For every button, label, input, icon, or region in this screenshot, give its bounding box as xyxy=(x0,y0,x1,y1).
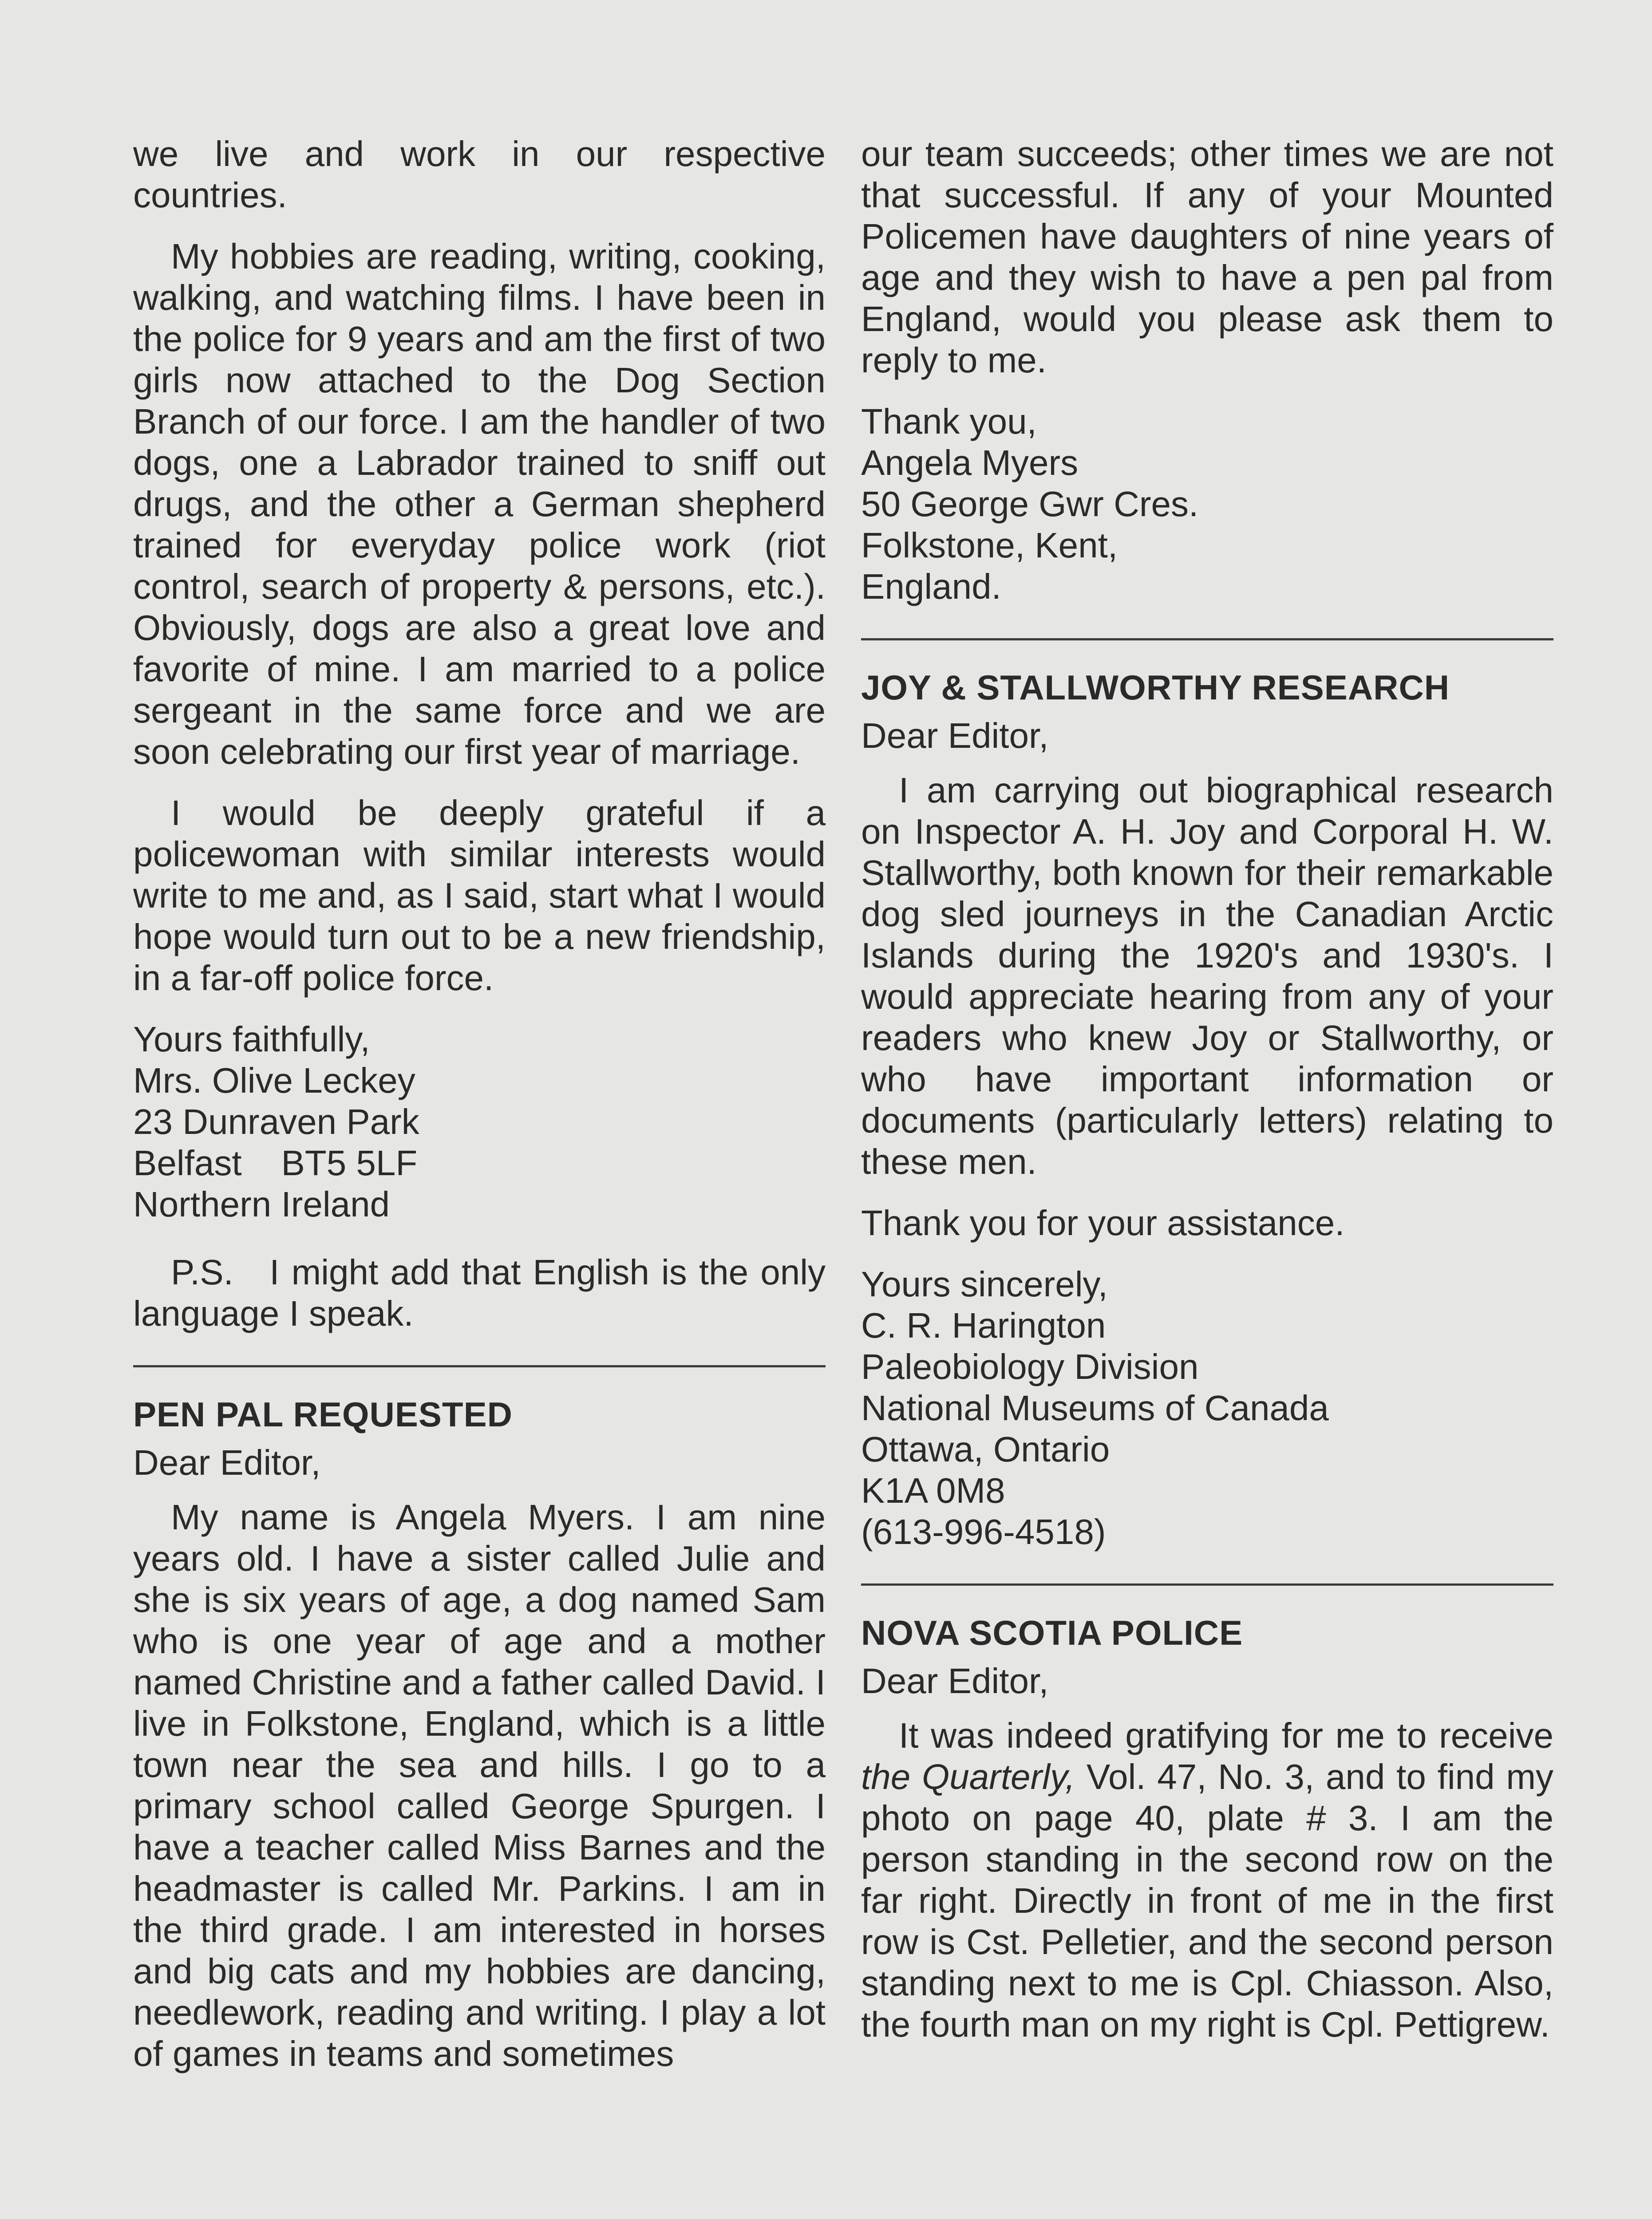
section-divider xyxy=(861,1583,1553,1586)
address-city: Belfast BT5 5LF xyxy=(133,1143,418,1183)
joy-body: I am carrying out biographical research on Inspector A. H. Joy and Corporal H. W. Stallworthy, both known for their remarkable dog sled journeys in the Canadian Arctic Islands during the 1920's and 1930's. I would appreciate hearing from any of your readers who knew Joy or Stallworthy, or who have important information or documents (particularly letters) relating to these men. xyxy=(861,770,1553,1181)
address-postal: K1A 0M8 xyxy=(861,1471,1005,1510)
intro-paragraph: we live and work in our respective countries. xyxy=(133,134,826,215)
leckey-signoff xyxy=(133,1019,826,1225)
right-column xyxy=(861,133,1553,2045)
address-town: Folkstone, Kent, xyxy=(861,525,1118,565)
closing-line: Yours faithfully, xyxy=(133,1019,370,1059)
request-paragraph: I would be deeply grateful if a policewoman with similar interests would write to me and, as I said, start what I would hope would turn out to be a new friendship, in a far-off police force. xyxy=(133,793,826,998)
left-column xyxy=(133,133,836,2074)
signer-name: Angela Myers xyxy=(861,443,1079,482)
publication-title: the Quarterly, xyxy=(861,1757,1075,1797)
institution-line: National Museums of Canada xyxy=(861,1388,1329,1428)
address-country: England. xyxy=(861,567,1001,606)
body-start: It was indeed gratifying for me to receive xyxy=(899,1716,1553,1755)
signer-name: C. R. Harington xyxy=(861,1306,1106,1345)
section-divider xyxy=(133,1365,826,1367)
joy-heading: JOY & STALLWORTHY RESEARCH xyxy=(861,668,1450,707)
hobbies-paragraph: My hobbies are reading, writing, cooking, walking, and watching films. I have been in the police for 9 years and am the first of two girls now attached to the Dog Section Branch of our force. I am the handler of two dogs, one a Labrador trained to sniff out drugs, and the other a German shepherd trained for everyday police work (riot control, search of property & persons, etc.). Obviously, dogs are also a great love and favorite of mine. I am married to a police sergeant in the same force and we are soon celebrating our first year of marriage. xyxy=(133,237,826,771)
pen-pal-body: My name is Angela Myers. I am nine years old. I have a sister called Julie and she is six years of age, a dog named Sam who is one year of age and a mother named Christine and a father called David. I live in Folkstone, England, which is a little town near the sea and hills. I go to a primary school called George Spurgen. I have a teacher called Miss Barnes and the headmaster is called Mr. Parkins. I am in the third grade. I am interested in horses and big cats and my hobbies are dancing, needlework, reading and writing. I play a lot of games in teams and sometimes xyxy=(133,1497,826,2073)
nova-scotia-body xyxy=(861,1715,1553,2045)
address-country: Northern Ireland xyxy=(133,1185,390,1224)
pen-pal-salutation: Dear Editor, xyxy=(133,1443,321,1482)
body-end: Vol. 47, No. 3, and to find my photo on page 40, plate # 3. I am the person standing in the second row on the far right. Directly in front of me in the first row is Cst. Pelletier, and the second person standing next to me is Cpl. Chiasson. Also, the fourth man on my right is Cpl. Pettigrew. xyxy=(861,1757,1553,2044)
closing-line: Thank you, xyxy=(861,402,1037,441)
section-divider xyxy=(861,638,1553,640)
postscript: P.S. I might add that English is the only language I speak. xyxy=(133,1252,836,1333)
address-city: Ottawa, Ontario xyxy=(861,1429,1110,1469)
pen-pal-heading: PEN PAL REQUESTED xyxy=(133,1395,513,1434)
nova-scotia-heading: NOVA SCOTIA POLICE xyxy=(861,1613,1243,1652)
pen-pal-continued: our team succeeds; other times we are not that successful. If any of your Mounted Policemen have daughters of nine years of age and they wish to have a pen pal from England, would you please ask them to reply to me. xyxy=(861,134,1553,380)
division-line: Paleobiology Division xyxy=(861,1347,1199,1386)
closing-line: Yours sincerely, xyxy=(861,1264,1108,1304)
joy-thanks: Thank you for your assistance. xyxy=(861,1203,1345,1243)
phone-line: (613-996-4518) xyxy=(861,1512,1106,1552)
signer-name: Mrs. Olive Leckey xyxy=(133,1061,415,1100)
joy-salutation: Dear Editor, xyxy=(861,716,1049,755)
address-street: 50 George Gwr Cres. xyxy=(861,484,1199,524)
address-street: 23 Dunraven Park xyxy=(133,1102,419,1141)
nova-scotia-salutation: Dear Editor, xyxy=(861,1661,1049,1701)
myers-signoff xyxy=(861,401,1553,607)
harington-signoff xyxy=(861,1263,1553,1552)
